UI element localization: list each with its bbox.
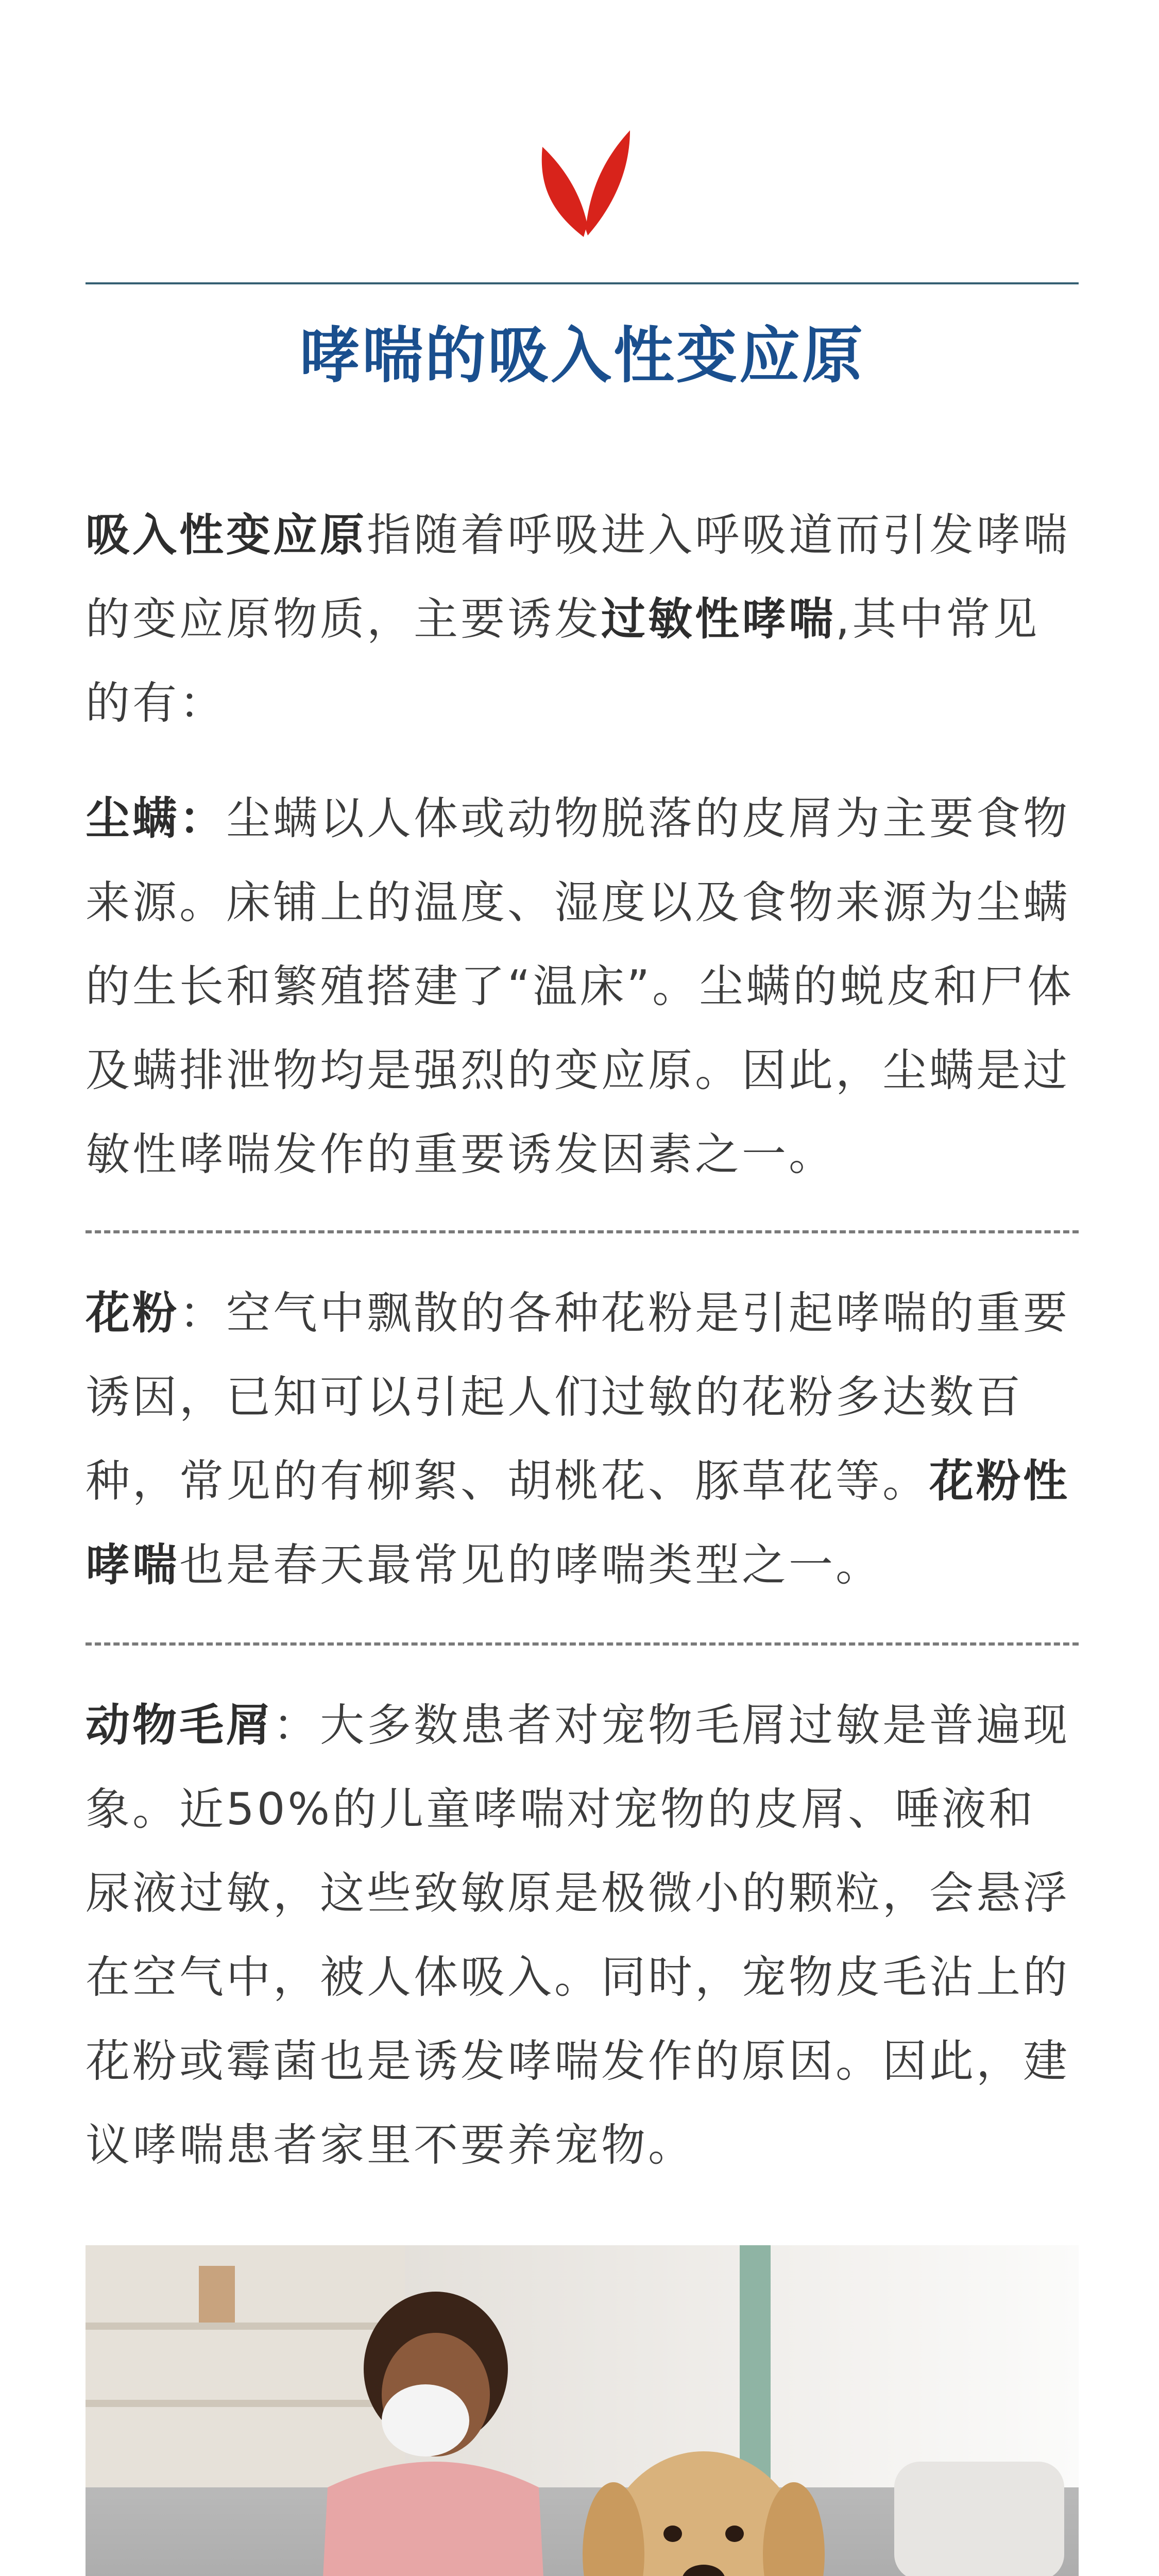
pollen-text: ：空气中飘散的各种花粉是引起哮喘的重要诱因，已知可以引起人们过敏的花粉多达数百种，常见的有柳絮、胡桃花、豚草花等。 xyxy=(86,1287,1070,1507)
pollen-text-end: 也是春天最常见的哮喘类型之一。 xyxy=(179,1539,882,1591)
page-title: 哮喘的吸入性变应原 xyxy=(299,320,865,391)
section-divider xyxy=(86,1230,1079,1233)
dander-heading: 动物毛屑 xyxy=(86,1700,273,1751)
intro-highlight: 过敏性哮喘 xyxy=(601,594,836,645)
pollen-highlight: 花粉性哮喘 xyxy=(86,1455,1070,1591)
child-sneezing-with-dog-photo xyxy=(86,2245,1079,2576)
intro-text-end: ,其中常见的有： xyxy=(86,594,1040,729)
header-divider xyxy=(86,282,1079,284)
intro-term: 吸入性变应原 xyxy=(86,510,367,561)
section-divider xyxy=(86,1642,1079,1646)
pollen-paragraph xyxy=(86,1272,1079,1607)
mites-text: 尘螨以人体或动物脱落的皮屑为主要食物来源。床铺上的温度、湿度以及食物来源为尘螨的生长和繁殖搭建了“温床”。尘螨的蜕皮和尸体及螨排泄物均是强烈的变应原。因此，尘螨是过敏性哮喘发作的重要诱发因素之一。 xyxy=(86,793,1075,1180)
mites-paragraph xyxy=(86,777,1079,1197)
brand-logo-icon xyxy=(538,126,631,240)
photo-illustration xyxy=(86,2245,1079,2576)
intro-paragraph xyxy=(86,494,1079,745)
intro-text: 指随着呼吸进入呼吸道而引发哮喘的变应原物质，主要诱发 xyxy=(86,510,1070,645)
dander-paragraph xyxy=(86,1684,1079,2188)
pollen-heading: 花粉 xyxy=(86,1287,179,1339)
mites-heading: 尘螨： xyxy=(86,793,226,844)
dander-text: ：大多数患者对宠物毛屑过敏是普遍现象。近50%的儿童哮喘对宠物的皮屑、唾液和尿液过敏，这些致敏原是极微小的颗粒，会悬浮在空气中，被人体吸入。同时，宠物皮毛沾上的花粉或霉菌也是诱发哮喘发作的原因。因此，建议哮喘患者家里不要养宠物。 xyxy=(86,1700,1070,2171)
